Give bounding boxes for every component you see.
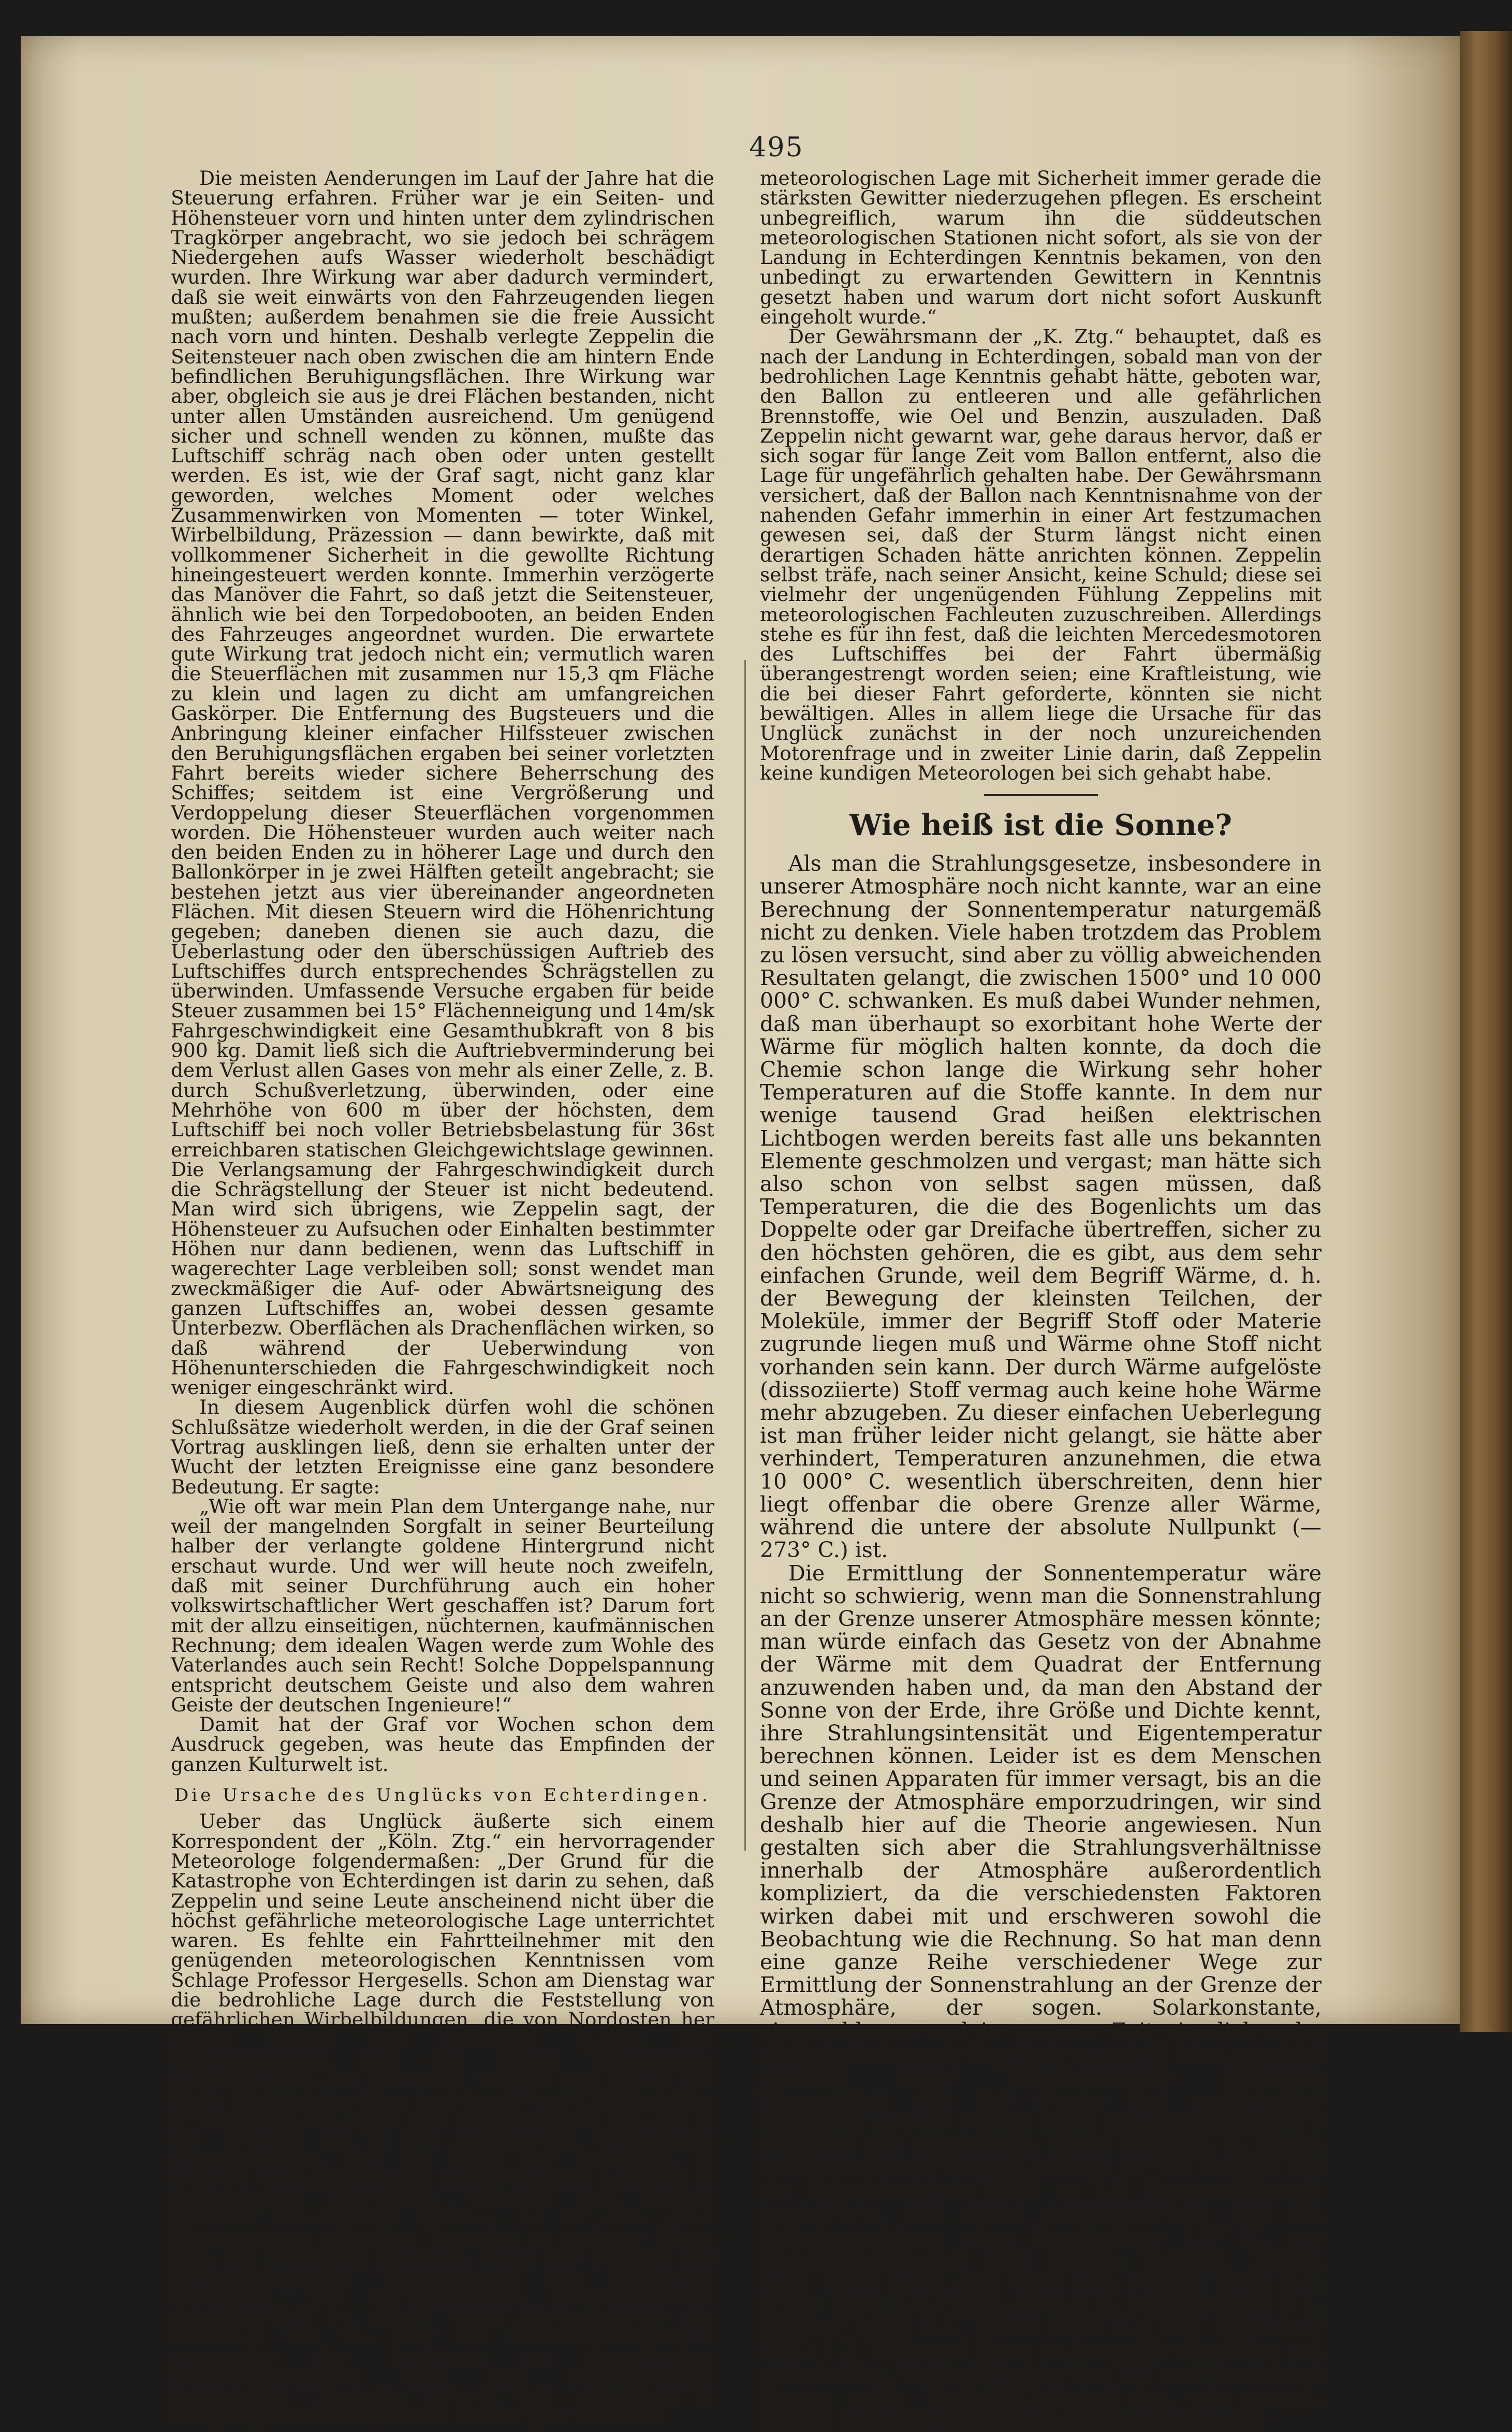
paragraph: Als man die Strahlungsgesetze, insbesondere in unserer Atmosphäre noch nicht kannte, war an eine Berechnung der Sonnentemperatur naturgemäß nicht zu denken. Viele haben trotzdem das Problem zu lösen versucht, sind aber zu völlig abweichenden Resultaten gelangt, die zwischen 1500° und 10 000 000° C. schwanken. Es muß dabei Wunder nehmen, daß man überhaupt so exorbitant hohe Werte der Wärme für möglich halten konnte, da doch die Chemie schon lange die Wirkung sehr hoher Temperaturen auf die Stoffe kannte. In dem nur wenige tausend Grad heißen elektrischen Lichtbogen werden bereits fast alle uns bekannten Elemente geschmolzen und vergast; man hätte sich also schon von selbst sagen müssen, daß Temperaturen, die die des Bogenlichts um das Doppelte oder gar Dreifache übertreffen, sicher zu den höchsten gehören, die es gibt, aus dem sehr einfachen Grunde, weil dem Begriff Wärme, d. h. der Bewegung der kleinsten Teilchen, der Moleküle, immer der Begriff Stoff oder Materie zugrunde liegen muß und Wärme ohne Stoff nicht vorhanden sein kann. Der durch Wärme aufgelöste (dissoziierte) Stoff vermag auch keine hohe Wärme mehr abzugeben. Zu dieser einfachen Ueberlegung ist man früher leider nicht gelangt, sie hätte aber verhindert, Temperaturen anzunehmen, die etwa 10 000° C. wesentlich überschreiten, denn hier liegt offenbar die obere Grenze aller Wärme, während die untere der absolute Nullpunkt (— 273° C.) ist. xyxy=(760,851,1322,1563)
section-heading: Die Ursache des Unglücks von Echterdingen. xyxy=(174,1785,711,1806)
paragraph: Ueber das Unglück äußerte sich einem Korrespondent der „Köln. Ztg.“ ein hervorragender Meteorologe folgendermaßen: „Der Grund für die Katastrophe von Echterdingen ist darin zu sehen, daß Zeppelin und seine Leute anscheinend nicht über die höchst gefährliche meteorologische Lage unterrichtet waren. Es fehlte ein Fahrtteilnehmer mit den genügenden meteorologischen Kenntnissen vom Schlage Professor Hergesells. Schon am Dienstag war die bedrohliche Lage durch die Feststellung von gefährlichen Wirbelbildungen, die von Nordosten her gegen Süden und Südosten (gegen das Bodenseegebiet und das Elsaß) vordrangen, vorgezeichnet. Am Mittwoch morgen war durch die bloße Wolkeninspektion und durch einen Blick auf die in Straßburg, Stuttgart und München um 8 Uhr und in der Schweiz um 9 Uhr vorliegende Wetterkarte vorauszusehen, daß am Rand der Föhnzone, in welcher sich Zeppelin bei seiner zweiten Landung in Echterdingen niederließ, schwere und heftige Gewitter niedergehen mußten. Es ist eine allen Meteorologen geläufige Tatsache, in welcher Weise sich die Witterung gestaltet, wenn der Vorstoß der hereindrängenden Depressionen von Nordosten herkommt. Die schweizerische meteorologische Zentralanstalt in Zürich hatte beispielsweise am Mittwoch um 9½ Uhr ein Warnungstelegramm angesichts des bestimmt zu erwartenden Temperatursturzes und der Niederschläge ausgegeben. Zeppelin befand sich außerdem in demjenigen Gebiete, in dem bei der geschilderten xyxy=(171,1810,714,2428)
left-column xyxy=(171,168,714,2426)
page-number: 495 xyxy=(749,132,804,163)
paragraph: Die Ermittlung der Sonnentemperatur wäre nicht so schwierig, wenn man die Sonnenstrahlung an der Grenze unserer Atmosphäre messen könnte; man würde einfach das Gesetz von der Abnahme der Wärme mit dem Quadrat der Entfernung anzuwenden haben und, da man den Abstand der Sonne von der Erde, ihre Größe und Dichte kennt, ihre Strahlungsintensität und Eigentemperatur berechnen können. Leider ist es dem Menschen und seinen Apparaten für immer versagt, bis an die Grenze der Atmosphäre emporzudringen, wir sind deshalb hier auf die Theorie angewiesen. Nun gestalten sich aber die Strahlungsverhältnisse innerhalb der Atmosphäre außerordentlich kompliziert, da die verschiedensten Faktoren wirken dabei mit und erschweren sowohl die Beobachtung wie die Rechnung. So hat man denn eine ganze Reihe verschiedener Wege zur Ermittlung der Sonnenstrahlung an der Grenze der Atmosphäre, der sogen. Solarkonstante, eingeschlagen und in neuerer Zeit ziemlich nahe übereinstimmende Ergebnisse erzielt. Man versteht nämlich unter Solarkonstante diejenige Temperatur, die die Sonne bei senkrechter Strahlung auf die Fläche eines Quadratzentimeters während der Zeiteinheit (einer Minute) in einem Kubikzentimeter Wasser erzeugt. Schon Pouillet hat die Solarkonstante 1837 zu 1.8 Gramm-Kalorien angegeben, also damit ausgesprochen, daß die Sonnenstrahlung ohne Atmosphäre 1.8° C. per Quadratzentimeter und Minute beträgt. Hagen fand 1860 dafür den Wert 1.9, Forbes 1872 2.8, Violle 1875 2.6, Crova 1878 2.3, Langley 1884 3.1, Pernter 1889 3.2, Rizzo 1898 2.5 und Schreiner 1902 2.3. Während Hann sich nun für den Wert 3.0 entscheidet, bleibt Scheiner bei 2.3 und berechnet daraus unter Berücksichtigung der, wie gesagt, höchst komplizierten Strahlungsgesetze durch xyxy=(760,1560,1322,2432)
article-title: Wie heiß ist die Sonne? xyxy=(849,808,1232,843)
paragraph: Der Gewährsmann der „K. Ztg.“ behauptet, daß es nach der Landung in Echterdingen, sobald man von der bedrohlichen Lage Kenntnis gehabt hätte, geboten war, den Ballon zu entleeren und alle gefährlichen Brennstoffe, wie Oel und Benzin, auszuladen. Daß Zeppelin nicht gewarnt war, gehe daraus hervor, daß er sich sogar für lange Zeit vom Ballon entfernt, also die Lage für ungefährlich gehalten habe. Der Gewährsmann versichert, daß der Ballon nach Kenntnisnahme von der nahenden Gefahr immerhin in einer Art festzumachen gewesen sei, daß der Sturm längst nicht einen derartigen Schaden hätte anrichten können. Zeppelin selbst träfe, nach seiner Ansicht, keine Schuld; diese sei vielmehr der ungenügenden Fühlung Zeppelins mit meteorologischen Fachleuten zuzuschreiben. Allerdings stehe es für ihn fest, daß die leichten Mercedesmotoren des Luftschiffes bei der Fahrt übermäßig überangestrengt worden seien; eine Kraftleistung, wie die bei dieser Fahrt geforderte, könnten sie nicht bewältigen. Alles in allem liege die Ursache für das Unglück zunächst in der noch unzureichenden Motorenfrage und in zweiter Linie darin, daß Zeppelin keine kundigen Meteorologen bei sich gehabt habe. xyxy=(760,325,1322,784)
section-rule xyxy=(984,794,1098,796)
quote-paragraph: „Wie oft war mein Plan dem Untergange nahe, nur weil der mangelnden Sorgfalt in seiner Beurteilung halber der verlangte goldene Hintergrund nicht erschaut wurde. Und wer will heute noch zweifeln, daß mit seiner Durchführung auch ein hoher volkswirtschaftlicher Wert geschaffen ist? Darum fort mit der allzu einseitigen, nüchternen, kaufmännischen Rechnung; dem idealen Wagen werde zum Wohle des Vaterlandes auch sein Recht! Solche Doppelspannung entspricht deutschem Geiste und also dem wahren Geiste der deutschen Ingenieure!“ xyxy=(171,1495,714,1716)
column-divider xyxy=(744,660,746,1851)
right-column xyxy=(760,168,1322,2431)
paragraph: Damit hat der Graf vor Wochen schon dem Ausdruck gegeben, was heute das Empfinden der ganzen Kulturwelt ist. xyxy=(171,1713,714,1776)
paragraph: meteorologischen Lage mit Sicherheit immer gerade die stärksten Gewitter niederzugehen pflegen. Es erscheint unbegreiflich, warum ihn die süddeutschen meteorologischen Stationen nicht sofort, als sie von der Landung in Echterdingen Kenntnis bekamen, von den unbedingt zu erwartenden Gewittern in Kenntnis gesetzt haben und warum dort nicht sofort Auskunft eingeholt wurde.“ xyxy=(760,167,1322,329)
paragraph: In diesem Augenblick dürfen wohl die schönen Schlußsätze wiederholt werden, in die der Graf seinen Vortrag ausklingen ließ, denn sie erhalten unter der Wucht der letzten Ereignisse eine ganz besondere Bedeutung. Er sagte: xyxy=(171,1396,714,1498)
paragraph: Die meisten Aenderungen im Lauf der Jahre hat die Steuerung erfahren. Früher war je ein Seiten- und Höhensteuer vorn und hinten unter dem zylindrischen Tragkörper angebracht, wo sie jedoch bei schrägem Niedergehen aufs Wasser wiederholt beschädigt wurden. Ihre Wirkung war aber dadurch vermindert, daß sie weit einwärts von den Fahrzeugenden liegen mußten; außerdem benahmen sie die freie Aussicht nach vorn und hinten. Deshalb verlegte Zeppelin die Seitensteuer nach oben zwischen die am hintern Ende befindlichen Beruhigungsflächen. Ihre Wirkung war aber, obgleich sie aus je drei Flächen bestanden, nicht unter allen Umständen ausreichend. Um genügend sicher und schnell wenden zu können, mußte das Luftschiff schräg nach oben oder unten gestellt werden. Es ist, wie der Graf sagt, nicht ganz klar geworden, welches Moment oder welches Zusammenwirken von Momenten — toter Winkel, Wirbelbildung, Präzession — dann bewirkte, daß mit vollkommener Sicherheit in die gewollte Richtung hineingesteuert werden konnte. Immerhin verzögerte das Manöver die Fahrt, so daß jetzt die Seitensteuer, ähnlich wie bei den Torpedobooten, an beiden Enden des Fahrzeuges angeordnet wurden. Die erwartete gute Wirkung trat jedoch nicht ein; vermutlich waren die Steuerflächen mit zusammen nur 15,3 qm Fläche zu klein und lagen zu dicht am umfangreichen Gaskörper. Die Entfernung des Bugsteuers und die Anbringung kleiner einfacher Hilfssteuer zwischen den Beruhigungsflächen ergaben bei seiner vorletzten Fahrt bereits wieder sichere Beherrschung des Schiffes; seitdem ist eine Vergrößerung und Verdoppelung dieser Steuerflächen vorgenommen worden. Die Höhensteuer wurden auch weiter nach den beiden Enden zu in höherer Lage und durch den Ballonkörper in je zwei Hälften geteilt angebracht; sie bestehen jetzt aus vier übereinander angeordneten Flächen. Mit diesen Steuern wird die Höhenrichtung gegeben; daneben dienen sie auch dazu, die Ueberlastung oder den überschüssigen Auftrieb des Luftschiffes durch entsprechendes Schrägstellen zu überwinden. Umfassende Versuche ergaben für beide Steuer zusammen bei 15° Flächenneigung und 14m/sk Fahrgeschwindigkeit eine Gesamthubkraft von 8 bis 900 kg. Damit ließ sich die Auftriebverminderung bei dem Verlust allen Gases von mehr als einer Zelle, z. B. durch Schußverletzung, überwinden, oder eine Mehrhöhe von 600 m über der höchsten, dem Luftschiff bei noch voller Betriebsbelastung für 36st erreichbaren statischen Gleichgewichtslage gewinnen. Die Verlangsamung der Fahrgeschwindigkeit durch die Schrägstellung der Steuer ist nicht bedeutend. Man wird sich übrigens, wie Zeppelin sagt, der Höhensteuer zu Aufsuchen oder Einhalten bestimmter Höhen nur dann bedienen, wenn das Luftschiff in wagerechter Lage verbleiben soll; sonst wendet man zweckmäßiger die Auf- oder Abwärtsneigung des ganzen Luftschiffes an, wobei dessen gesamte Unterbezw. Oberflächen als Drachenflächen wirken, so daß während der Ueberwindung von Höhenunterschieden die Fahrgeschwindigkeit noch weniger eingeschränkt wird. xyxy=(171,167,714,1399)
book-spine xyxy=(1460,31,1512,2032)
